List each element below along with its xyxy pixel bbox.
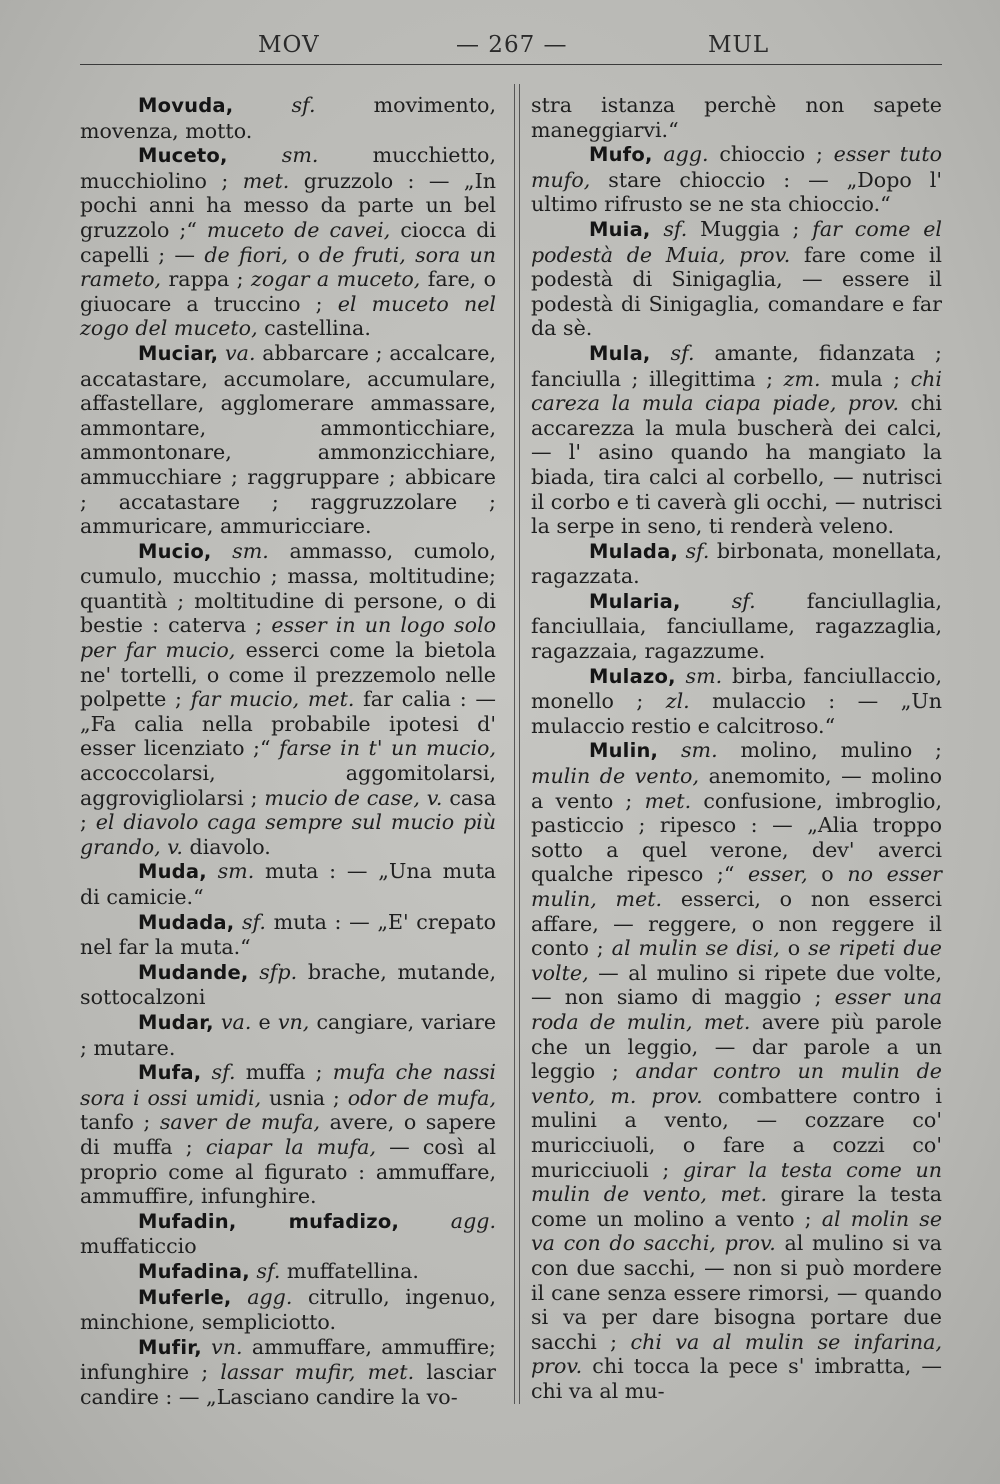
italic-text: se ripeti due volte, bbox=[531, 936, 942, 985]
headword: Mufo, bbox=[589, 143, 653, 167]
headword: Mucio, bbox=[138, 539, 212, 563]
definition-text: gruzzolo : — „In pochi anni ha messo da parte un bel gruzzolo ;“ bbox=[80, 168, 496, 242]
italic-text: el diavolo caga sempre sul mucio più grando, v. bbox=[80, 810, 496, 859]
definition-text: Muggia ; bbox=[687, 216, 813, 241]
definition-text: — così al proprio come al figurato : ammuffare, ammuffire, infunghire. bbox=[80, 1134, 497, 1209]
dictionary-entry bbox=[80, 1010, 496, 1060]
italic-text: de fiori, bbox=[204, 242, 289, 267]
italic-text: chi va al mulin se infarina, prov. bbox=[531, 1329, 942, 1379]
italic-text: el muceto nel zogo del muceto, bbox=[80, 291, 497, 341]
dictionary-entry bbox=[531, 738, 942, 1403]
dictionary-entry bbox=[80, 1285, 496, 1335]
italic-text: sfp. bbox=[259, 959, 298, 984]
definition-text: birba, fanciullaccio, monello ; bbox=[531, 663, 942, 714]
italic-text: sf. bbox=[241, 909, 266, 934]
italic-text: sm. bbox=[680, 738, 718, 763]
italic-text: agg. bbox=[247, 1284, 293, 1309]
headword: Mudada, bbox=[138, 910, 235, 934]
italic-text: zm. bbox=[783, 366, 821, 391]
dictionary-entry bbox=[80, 910, 496, 960]
definition-text: avere più parole che un leggio, — dar parole a un leggio ; bbox=[531, 1009, 942, 1084]
italic-text: no esser mulin, met. bbox=[531, 862, 942, 911]
definition-text bbox=[653, 142, 664, 166]
left-column bbox=[80, 93, 496, 1409]
italic-text: sf. bbox=[670, 340, 695, 365]
dictionary-entry bbox=[80, 960, 496, 1010]
italic-text: odor de mufa, bbox=[347, 1085, 496, 1110]
definition-text bbox=[234, 910, 242, 934]
headword: Muciar, bbox=[138, 341, 219, 365]
definition-text: brache, mutande, sottocalzoni bbox=[80, 959, 497, 1010]
definition-text bbox=[201, 1060, 211, 1084]
definition-text: girare la testa come un molino a vento ; bbox=[531, 1182, 942, 1231]
headword: Mulada, bbox=[589, 539, 679, 563]
definition-text: muffa ; bbox=[235, 1060, 333, 1085]
headword: Mudande, bbox=[138, 960, 249, 984]
definition-text bbox=[214, 1010, 221, 1034]
definition-text bbox=[676, 664, 686, 688]
italic-text: esser tuto mufo, bbox=[531, 142, 942, 192]
italic-text: farse in t' un mucio, bbox=[279, 736, 496, 761]
definition-text: o bbox=[807, 862, 848, 887]
definition-text: chioccio ; bbox=[708, 142, 834, 167]
italic-text: sf. bbox=[663, 216, 688, 241]
dictionary-entry bbox=[80, 539, 496, 860]
dictionary-entry bbox=[80, 1335, 496, 1410]
definition-text: movimento, movenza, motto. bbox=[80, 93, 496, 143]
definition-text: e bbox=[251, 1009, 278, 1034]
definition-text bbox=[232, 1285, 248, 1309]
italic-text: sf. bbox=[291, 93, 316, 117]
definition-text: confusione, imbroglio, pasticcio ; ripesco : — „Alia troppo sotto a quel verone, dev' averci qualche ripesco ;“ bbox=[531, 788, 942, 887]
headword: Mufadin, mufadizo, bbox=[138, 1209, 400, 1233]
definition-text bbox=[681, 589, 732, 613]
headword: Mufadina, bbox=[138, 1259, 250, 1283]
dictionary-entry bbox=[531, 142, 942, 217]
definition-text: ammuffare, ammuffire; infunghire ; bbox=[80, 1334, 496, 1385]
definition-text bbox=[658, 738, 681, 762]
italic-text: esser, bbox=[748, 862, 808, 887]
italic-text: sm. bbox=[685, 663, 723, 688]
definition-text: chi tocca la pece s' imbratta, — chi va al mu- bbox=[531, 1354, 942, 1403]
definition-text: casa ; bbox=[80, 785, 496, 835]
italic-text: far mucio, met. bbox=[190, 687, 355, 712]
definition-text: muta : — „E' crepato nel far la muta.“ bbox=[80, 909, 497, 960]
dictionary-entry bbox=[80, 93, 496, 143]
definition-text bbox=[248, 960, 259, 984]
definition-text bbox=[218, 341, 225, 365]
italic-text: andar contro un mulin de vento, m. prov. bbox=[531, 1059, 942, 1108]
dictionary-entry bbox=[80, 1259, 496, 1285]
definition-text: amante, fidanzata ; fanciulla ; illegittima ; bbox=[531, 340, 942, 391]
italic-text: met. bbox=[644, 788, 692, 813]
italic-text: sf. bbox=[211, 1060, 236, 1085]
definition-text: cangiare, variare ; mutare. bbox=[80, 1009, 497, 1060]
headword: Mulazo, bbox=[589, 664, 676, 688]
italic-text: sf. bbox=[256, 1258, 281, 1283]
italic-text: mucio de case, v. bbox=[264, 785, 443, 810]
header-rule bbox=[80, 64, 942, 65]
definition-text: combattere contro i mulini a vento, — cozzare co' muricciuoli, o fare a cozzi co' muricciuoli ; bbox=[531, 1083, 942, 1182]
dictionary-entry bbox=[80, 1209, 496, 1259]
headword: Mufir, bbox=[138, 1335, 202, 1359]
headword: Muceto, bbox=[138, 144, 228, 168]
entry-continuation bbox=[531, 93, 942, 142]
definition-text: muffaticcio bbox=[80, 1234, 197, 1259]
headword: Muia, bbox=[589, 217, 651, 241]
definition-text: stra istanza perchè non sapete maneggiarvi.“ bbox=[531, 93, 942, 142]
definition-text bbox=[212, 539, 233, 563]
column-divider bbox=[514, 84, 520, 1404]
dictionary-entry bbox=[531, 589, 942, 664]
italic-text: de fruti, sora un rameto, bbox=[80, 242, 496, 292]
headword: Muda, bbox=[138, 860, 207, 884]
definition-text bbox=[228, 143, 282, 167]
definition-text: ciocca di capelli ; — bbox=[80, 217, 496, 267]
definition-text bbox=[202, 1335, 211, 1359]
definition-text: abbarcare ; accalcare, accatastare, accumolare, accumulare, affastellare, agglomerare ammassare, ammontare, ammonticchiare, ammontonare, ammonzicchiare, ammucchiare ; raggruppare ; abbicare ; accatastare ; raggruzzolare ; ammuricare, ammuricciare. bbox=[80, 340, 496, 539]
italic-text: sf. bbox=[731, 588, 756, 613]
definition-text bbox=[651, 217, 664, 241]
italic-text: agg. bbox=[450, 1208, 496, 1233]
definition-text: molino, mulino ; bbox=[717, 738, 942, 763]
page-number: — 267 — bbox=[456, 32, 568, 58]
definition-text: muffatellina. bbox=[280, 1258, 419, 1283]
italic-text: mulin de vento, bbox=[531, 764, 700, 789]
definition-text: far calia : — „Fa calia nella probabile ipotesi d' esser licenziato ;“ bbox=[80, 687, 497, 761]
italic-text: esser una roda de mulin, met. bbox=[531, 985, 942, 1034]
definition-text: o bbox=[288, 242, 320, 267]
right-column bbox=[531, 93, 942, 1403]
italic-text: zogar a muceto, bbox=[250, 267, 421, 292]
definition-text: birbonata, monellata, ragazzata. bbox=[531, 538, 943, 589]
definition-text: muta : — „Una muta di camicie.“ bbox=[80, 859, 496, 909]
headword: Mula, bbox=[589, 341, 651, 365]
dictionary-entry bbox=[80, 1060, 496, 1209]
definition-text: diavolo. bbox=[182, 834, 271, 859]
definition-text bbox=[651, 341, 671, 365]
italic-text: vn, bbox=[277, 1009, 310, 1034]
dictionary-entry bbox=[531, 539, 942, 589]
left-guide-word: MOV bbox=[258, 32, 320, 58]
definition-text: tanfo ; bbox=[80, 1110, 160, 1135]
italic-text: sm. bbox=[281, 143, 319, 168]
dictionary-entry bbox=[80, 143, 496, 341]
definition-text: anemomito, — molino a vento ; bbox=[531, 764, 943, 813]
italic-text: al mulin se disi, bbox=[611, 936, 780, 961]
right-guide-word: MUL bbox=[708, 32, 770, 58]
italic-text: chi careza la mula ciapa piade, prov. bbox=[531, 366, 943, 416]
definition-text: lasciar candire : — „Lasciano candire la vo- bbox=[80, 1360, 496, 1409]
italic-text: esser in un logo solo per far mucio, bbox=[80, 613, 496, 663]
italic-text: agg. bbox=[663, 142, 709, 167]
italic-text: sm. bbox=[217, 859, 255, 884]
definition-text: ammasso, cumolo, cumulo, mucchio ; massa, moltitudine; quantità ; moltitudine di persone, o di bestie : caterva ; bbox=[80, 538, 497, 638]
headword: Mudar, bbox=[138, 1010, 214, 1034]
definition-text: avere, o sapere di muffa ; bbox=[80, 1110, 496, 1159]
italic-text: muceto de cavei, bbox=[206, 217, 391, 242]
definition-text: mucchietto, mucchiolino ; bbox=[80, 143, 496, 193]
italic-text: va. bbox=[225, 340, 256, 365]
italic-text: far come el podestà de Muia, prov. bbox=[531, 216, 942, 267]
italic-text: al molin se va con do sacchi, prov. bbox=[531, 1206, 943, 1256]
italic-text: va. bbox=[220, 1009, 252, 1034]
italic-text: saver de mufa, bbox=[159, 1110, 321, 1135]
italic-text: zl. bbox=[665, 689, 690, 714]
headword: Mufa, bbox=[138, 1061, 202, 1085]
dictionary-entry bbox=[531, 217, 942, 341]
definition-text: rappa ; bbox=[161, 267, 251, 292]
dictionary-entry bbox=[531, 664, 942, 739]
page-header bbox=[0, 30, 1000, 62]
definition-text: stare chioccio : — „Dopo l' ultimo rifrusto se ne sta chioccio.“ bbox=[531, 167, 942, 217]
dictionary-entry bbox=[531, 341, 942, 539]
italic-text: girar la testa come un mulin de vento, met. bbox=[531, 1157, 942, 1207]
headword: Muferle, bbox=[138, 1285, 232, 1309]
definition-text: fare, o giuocare a truccino ; bbox=[80, 267, 497, 316]
italic-text: sf. bbox=[685, 538, 710, 563]
dictionary-entry bbox=[80, 341, 496, 539]
definition-text: esserci, o non esserci affare, — reggere, o non reggere il conto ; bbox=[531, 887, 942, 961]
italic-text: vn. bbox=[211, 1334, 243, 1359]
definition-text: citrullo, ingenuo, minchione, sempliciotto. bbox=[80, 1284, 497, 1335]
definition-text: castellina. bbox=[257, 316, 371, 341]
italic-text: mufa che nassi sora i ossi umidi, bbox=[80, 1060, 497, 1110]
definition-text bbox=[399, 1209, 451, 1233]
italic-text: ciapar la mufa, bbox=[205, 1134, 376, 1159]
headword: Mularia, bbox=[589, 589, 681, 613]
headword: Movuda, bbox=[138, 94, 234, 117]
definition-text: o bbox=[779, 936, 809, 961]
definition-text bbox=[207, 859, 218, 883]
dictionary-entry bbox=[80, 859, 496, 909]
definition-text: esserci come la bietola ne' tortelli, o come il prezzemolo nelle polpette ; bbox=[80, 638, 496, 712]
definition-text: mula ; bbox=[820, 366, 911, 391]
definition-text: fanciullaglia, fanciullaia, fanciullame, ragazzaglia, ragazzaia, ragazzume. bbox=[531, 588, 942, 664]
definition-text: al mulino si va con due sacchi, — non si può mordere il cane senza essere rimorsi, — quando si va per dare bisogna portare due sacchi ; bbox=[531, 1231, 942, 1354]
italic-text: sm. bbox=[232, 538, 269, 563]
italic-text: met. bbox=[242, 168, 290, 193]
definition-text: fare come il podestà di Sinigaglia, — essere il podestà di Sinigaglia, comandare e far da sè. bbox=[531, 242, 942, 341]
definition-text: mulaccio : — „Un mulaccio restio e calcitroso.“ bbox=[531, 689, 942, 738]
definition-text: — al mulino si ripete due volte, — non siamo di maggio ; bbox=[531, 960, 942, 1010]
italic-text: lassar mufir, met. bbox=[220, 1360, 415, 1385]
definition-text: chi accarezza la mula buscherà dei calci, — l' asino quando ha mangiato la biada, tira calci al corbello, — nutrisci il corbo e ti caverà gli occhi, — nutrisci la serpe in seno, ti renderà veleno. bbox=[531, 391, 942, 539]
definition-text: accoccolarsi, aggomitolarsi, aggrovigliolarsi ; bbox=[80, 761, 496, 810]
definition-text bbox=[233, 93, 291, 117]
headword: Mulin, bbox=[589, 739, 659, 763]
definition-text: usnia ; bbox=[261, 1085, 348, 1110]
